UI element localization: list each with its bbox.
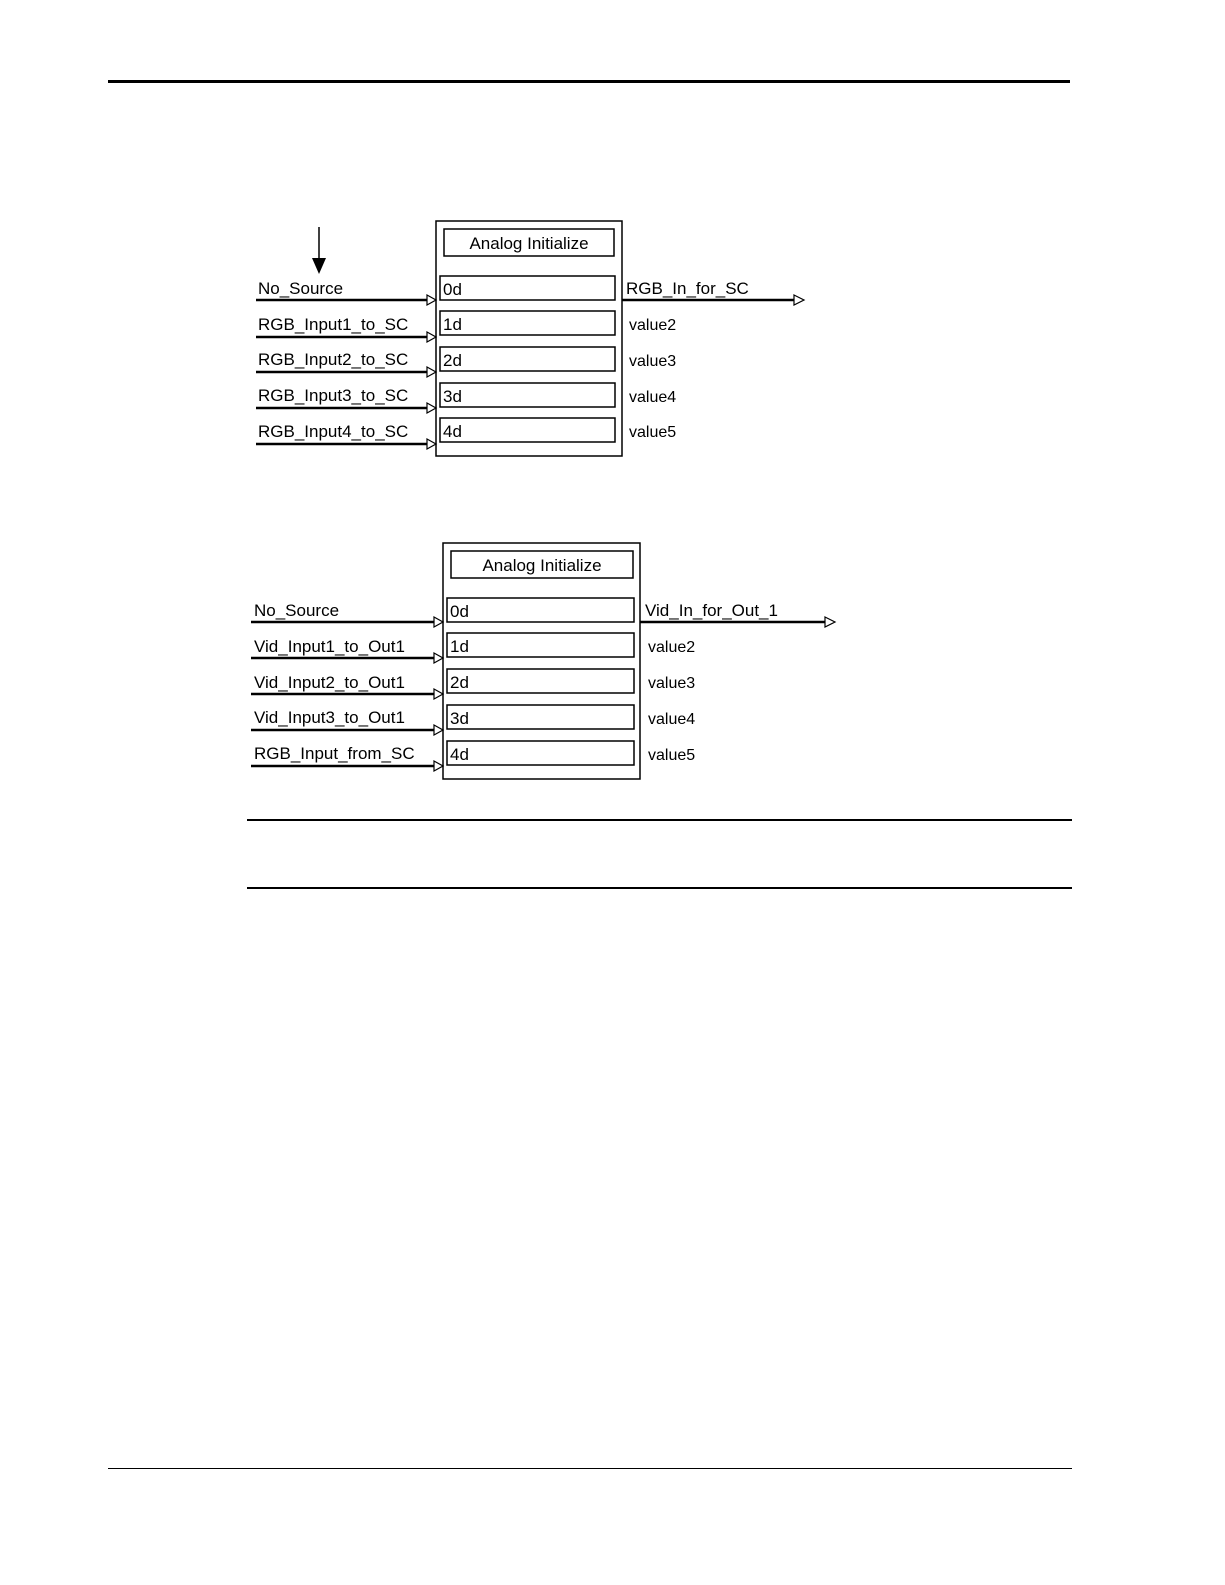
param-field-4[interactable] <box>447 741 634 765</box>
analog-initialize-diagram-2[interactable] <box>251 543 835 779</box>
param-value: 0d <box>450 602 469 621</box>
param-field-2[interactable] <box>440 347 615 371</box>
input-arrow-icon <box>427 367 436 377</box>
output-value-label: value3 <box>648 675 696 692</box>
param-field-0[interactable] <box>447 598 634 622</box>
input-signal-label: No_Source <box>254 601 340 620</box>
input-arrow-icon <box>427 403 436 413</box>
param-field-1[interactable] <box>447 633 634 657</box>
output-value-label: value3 <box>629 353 677 370</box>
param-value: 4d <box>450 745 469 764</box>
symbol-title: Analog Initialize <box>482 556 602 575</box>
output-value-label: value2 <box>629 317 677 334</box>
param-field-3[interactable] <box>447 705 634 729</box>
input-signal-label: RGB_Input3_to_SC <box>258 386 409 405</box>
param-value: 1d <box>443 315 462 334</box>
output-signal-label: Vid_In_for_Out_1 <box>645 601 778 620</box>
param-value: 2d <box>443 351 462 370</box>
callout-arrow-head-icon <box>312 258 326 274</box>
param-value: 0d <box>443 280 462 299</box>
output-value-label: value5 <box>648 747 696 764</box>
input-arrow-icon <box>434 725 443 735</box>
param-value: 2d <box>450 673 469 692</box>
param-value: 3d <box>443 387 462 406</box>
input-arrow-icon <box>434 761 443 771</box>
output-value-label: value5 <box>629 424 677 441</box>
param-field-3[interactable] <box>440 383 615 407</box>
input-arrow-icon <box>434 689 443 699</box>
input-signal-label: RGB_Input4_to_SC <box>258 422 409 441</box>
note-bottom-rule <box>247 887 1072 889</box>
note-top-rule <box>247 819 1072 821</box>
param-field-4[interactable] <box>440 418 615 442</box>
input-arrow-icon <box>427 332 436 342</box>
input-signal-label: Vid_Input2_to_Out1 <box>254 673 405 692</box>
input-signal-label: Vid_Input3_to_Out1 <box>254 708 405 727</box>
output-value-label: value2 <box>648 639 696 656</box>
output-value-label: value4 <box>648 711 696 728</box>
analog-initialize-diagram-1[interactable] <box>256 221 804 456</box>
input-arrow-icon <box>427 295 436 305</box>
page-footer-rule <box>108 1468 1072 1469</box>
input-signal-label: Vid_Input1_to_Out1 <box>254 637 405 656</box>
input-arrow-icon <box>434 653 443 663</box>
output-arrow-icon <box>825 617 835 627</box>
output-signal-label: RGB_In_for_SC <box>626 279 749 298</box>
output-value-label: value4 <box>629 389 677 406</box>
param-value: 1d <box>450 637 469 656</box>
symbol-title: Analog Initialize <box>469 234 589 253</box>
input-signal-label: RGB_Input_from_SC <box>254 744 415 763</box>
output-arrow-icon <box>794 295 804 305</box>
input-arrow-icon <box>434 617 443 627</box>
input-arrow-icon <box>427 439 436 449</box>
param-field-0[interactable] <box>440 276 615 300</box>
input-signal-label: No_Source <box>258 279 344 298</box>
input-signal-label: RGB_Input1_to_SC <box>258 315 409 334</box>
input-signal-label: RGB_Input2_to_SC <box>258 350 409 369</box>
param-value: 3d <box>450 709 469 728</box>
param-value: 4d <box>443 422 462 441</box>
param-field-1[interactable] <box>440 311 615 335</box>
param-field-2[interactable] <box>447 669 634 693</box>
